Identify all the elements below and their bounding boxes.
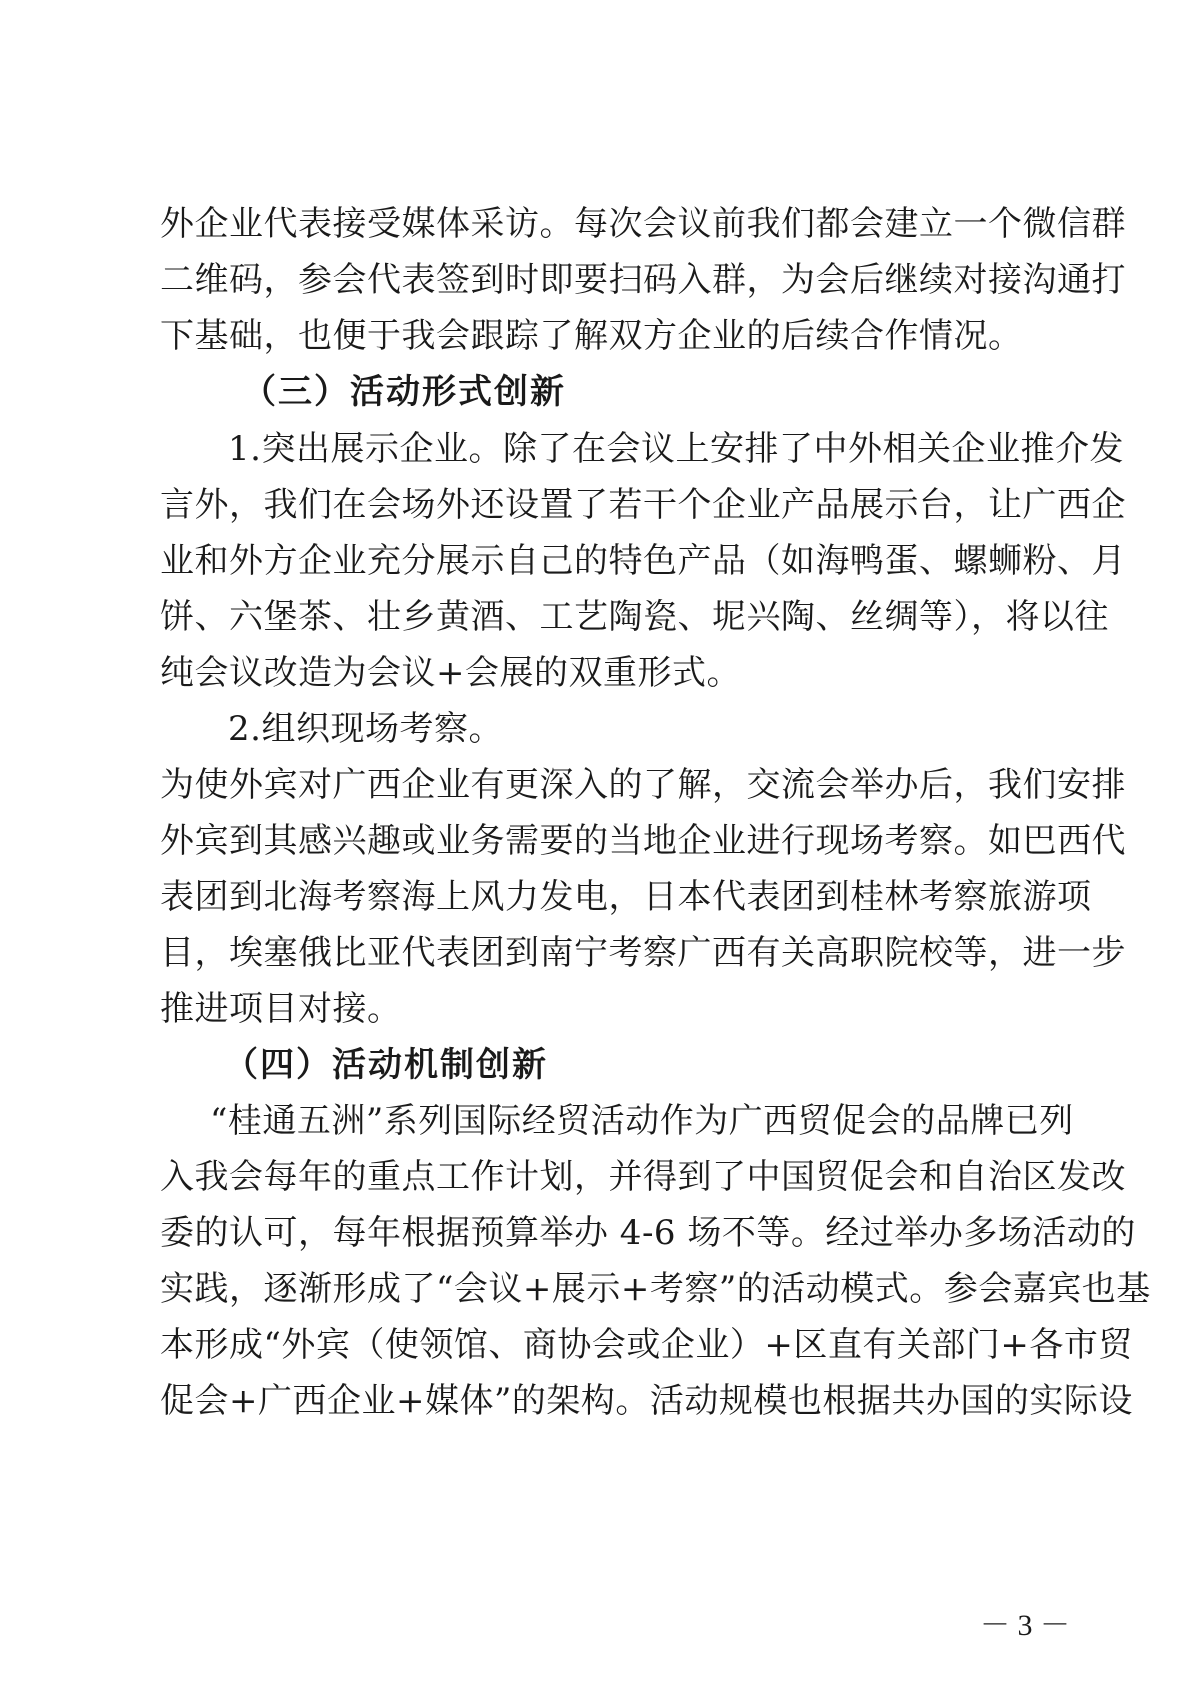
body-text-line: 下基础，也便于我会跟踪了解双方企业的后续合作情况。 — [160, 316, 1023, 356]
body-text-line: 入我会每年的重点工作计划，并得到了中国贸促会和自治区发改 — [160, 1157, 1126, 1197]
body-text-line: 业和外方企业充分展示自己的特色产品（如海鸭蛋、螺蛳粉、月 — [160, 541, 1126, 581]
body-text-line: 外企业代表接受媒体采访。每次会议前我们都会建立一个微信群 — [160, 204, 1126, 244]
body-text-line: 纯会议改造为会议+会展的双重形式。 — [160, 653, 741, 693]
body-text-line: 外宾到其感兴趣或业务需要的当地企业进行现场考察。如巴西代 — [160, 821, 1126, 861]
section-heading-activity-mechanism: （四）活动机制创新 — [224, 1045, 548, 1085]
body-text-line: 二维码，参会代表签到时即要扫码入群，为会后继续对接沟通打 — [160, 260, 1126, 300]
body-text-line: 为使外宾对广西企业有更深入的了解，交流会举办后，我们安排 — [160, 765, 1126, 805]
section-heading-activity-format: （三）活动形式创新 — [242, 372, 566, 412]
body-text-line: “桂通五洲”系列国际经贸活动作为广西贸促会的品牌已列 — [210, 1101, 1074, 1141]
body-text-line: 目，埃塞俄比亚代表团到南宁考察广西有关高职院校等，进一步 — [160, 933, 1126, 973]
body-text-line: 实践，逐渐形成了“会议+展示+考察”的活动模式。参会嘉宾也基 — [160, 1269, 1151, 1309]
body-text-line: 推进项目对接。 — [160, 989, 402, 1029]
page-number: － 3 － — [980, 1609, 1070, 1642]
body-text-line: 1.突出展示企业。除了在会议上安排了中外相关企业推介发 — [228, 429, 1124, 469]
body-text-line: 饼、六堡茶、壮乡黄酒、工艺陶瓷、坭兴陶、丝绸等），将以往 — [160, 597, 1109, 637]
subsection-title-site-visit: 2.组织现场考察。 — [228, 709, 503, 749]
body-text-line: 本形成“外宾（使领馆、商协会或企业）+区直有关部门+各市贸 — [160, 1325, 1133, 1365]
body-text-line: 言外，我们在会场外还设置了若干个企业产品展示台，让广西企 — [160, 485, 1126, 525]
body-text-line: 促会+广西企业+媒体”的架构。活动规模也根据共办国的实际设 — [160, 1381, 1133, 1421]
body-text-line: 表团到北海考察海上风力发电，日本代表团到桂林考察旅游项 — [160, 877, 1092, 917]
body-text-line: 委的认可，每年根据预算举办 4-6 场不等。经过举办多场活动的 — [160, 1213, 1136, 1253]
